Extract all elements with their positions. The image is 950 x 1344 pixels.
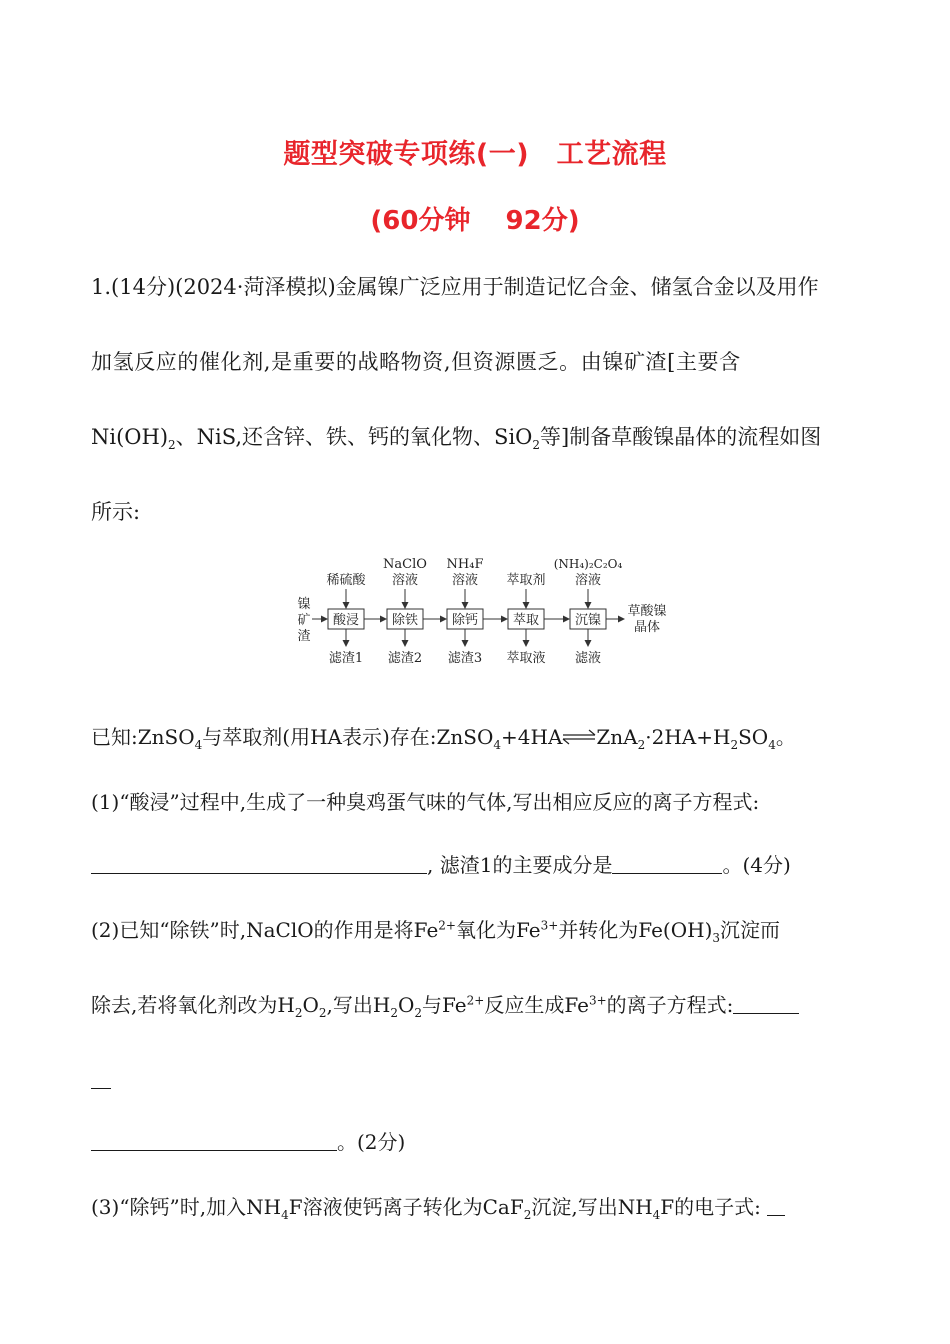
flow-step-box: [387, 609, 423, 629]
answer-blank[interactable]: [91, 1128, 337, 1151]
flow-step-box: [447, 609, 483, 629]
flow-input-1: 稀硫酸: [326, 573, 366, 588]
flow-start-3: 渣: [297, 629, 311, 644]
q1-line-1: 1.(14分)(2024·菏泽模拟)金属镍广泛应用于制造记忆合金、储氢合金以及用作: [91, 275, 819, 299]
answer-blank[interactable]: [91, 1066, 111, 1089]
page-subtitle: (60分钟 92分): [370, 206, 580, 236]
q1-line-3: $Ni(OH)_2$、NiS,还含锌、铁、钙的氧化物、SiO$_2$等]制备草酸镍晶体的流程如图: [91, 425, 822, 453]
known-equilibrium: 已知:ZnSO$_4$与萃取剂(用HA表示)存在:ZnSO$_4$+4HA $ZnA_2\cdot 2HA+H_2SO_4$。: [91, 725, 796, 752]
flow-product-line-2: 晶体: [633, 620, 661, 635]
flow-product-line-1: 草酸镍: [627, 604, 667, 619]
p2-line-3: [91, 1065, 861, 1095]
p1-line-1: (1)“酸浸”过程中,生成了一种臭鸡蛋气味的气体,写出相应反应的离子方程式:: [91, 790, 760, 814]
p2-line-2: 除去,若将氧化剂改为$H_2O_2$,写出$H_2O_2$与$Fe^{2+}$反应生成$Fe^{3+}$的离子方程式:: [91, 990, 861, 1020]
answer-blank[interactable]: [612, 851, 722, 874]
process-flow-diagram: [290, 552, 670, 672]
flow-step-2: 除铁: [391, 613, 419, 628]
page-title: 题型突破专项练(一) 工艺流程: [283, 139, 667, 170]
q1-line-4: 所示:: [91, 500, 141, 524]
q1-line-2: 加氢反应的催化剂,是重要的战略物资,但资源匮乏。由镍矿渣[主要含: [91, 350, 741, 374]
flow-input-3-line-2: 溶液: [451, 573, 479, 588]
flow-input-3-line-1: NH₄F: [446, 557, 484, 572]
flow-step-box: [508, 609, 544, 629]
answer-blank[interactable]: [767, 1193, 785, 1216]
flow-step-box: [570, 609, 606, 629]
p2-line-4: 。(2分): [91, 1127, 861, 1157]
equilibrium-arrow-icon: [562, 729, 596, 745]
flow-input-5-line-2: 溶液: [574, 573, 602, 588]
flow-step-4: 萃取: [512, 613, 540, 628]
flow-output-5: 滤液: [574, 651, 602, 666]
flow-input-arrows: [346, 589, 588, 608]
flow-input-5-line-1: (NH₄)₂C₂O₄: [553, 557, 623, 571]
answer-blank[interactable]: [91, 851, 427, 874]
flow-output-1: 滤渣1: [328, 651, 364, 666]
flow-input-4: 萃取剂: [506, 573, 546, 588]
p3-line-1: (3)“除钙”时,加入$NH_4F$溶液使钙离子转化为CaF$_2$沉淀,写出$NH_4F$的电子式:: [91, 1192, 861, 1222]
flow-input-2-line-1: NaClO: [383, 557, 427, 572]
flow-step-5: 沉镍: [574, 613, 602, 628]
p1-line-2: , 滤渣1的主要成分是 。(4分): [91, 850, 861, 880]
answer-blank[interactable]: [733, 991, 799, 1014]
flow-output-3: 滤渣3: [447, 651, 483, 666]
flow-start-1: 镍: [297, 597, 311, 612]
flow-output-4: 萃取液: [506, 651, 546, 666]
flow-step-box: [328, 609, 364, 629]
flow-step-3: 除钙: [451, 613, 479, 628]
flow-start-2: 矿: [297, 613, 311, 628]
flow-step-1: 酸浸: [332, 613, 360, 628]
p2-line-1: (2)已知“除铁”时,NaClO的作用是将$Fe^{2+}$氧化为$Fe^{3+}$并转化为$Fe(OH)_3$沉淀而: [91, 918, 781, 945]
flow-output-arrows: [346, 629, 588, 646]
flow-input-2-line-2: 溶液: [391, 573, 419, 588]
flow-output-2: 滤渣2: [387, 651, 423, 666]
